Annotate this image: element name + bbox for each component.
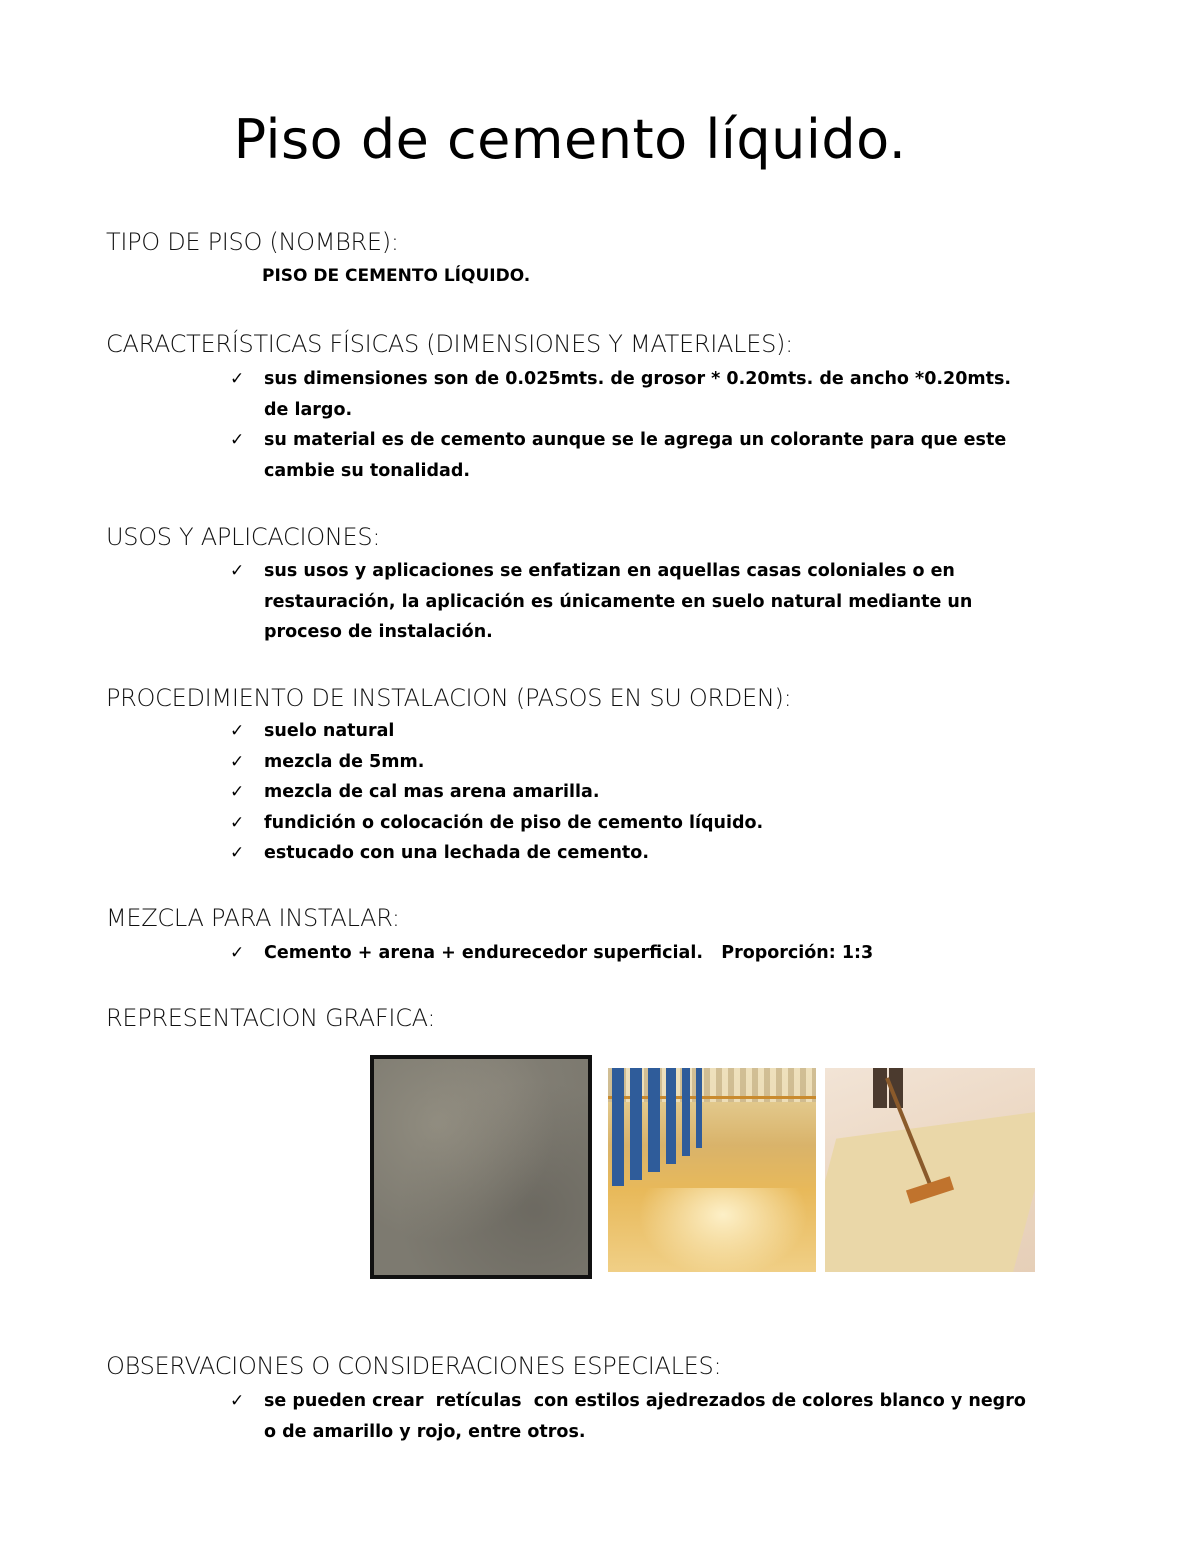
cement-texture-image bbox=[370, 1055, 592, 1279]
list-item-text: sus usos y aplicaciones se enfatizan en aquellas casas coloniales o en restauración, la aplicación es únicamente en suelo natural mediante un proceso de instalación. bbox=[264, 561, 973, 642]
list-item bbox=[230, 747, 1050, 778]
list-item bbox=[230, 364, 1040, 425]
checkmark-icon: ✓ bbox=[230, 751, 245, 772]
list-item-text: fundición o colocación de piso de cemento líquido. bbox=[264, 812, 764, 833]
page-title: Piso de cemento líquido. bbox=[233, 108, 907, 171]
list-item bbox=[230, 556, 1030, 648]
section-heading-observaciones: OBSERVACIONES O CONSIDERACIONES ESPECIALES: bbox=[106, 1352, 722, 1380]
checkmark-icon: ✓ bbox=[230, 430, 245, 450]
list-item-text: Cemento + arena + endurecedor superficial. Proporción: 1:3 bbox=[264, 943, 874, 963]
section-heading-mezcla: MEZCLA PARA INSTALAR: bbox=[106, 904, 400, 932]
checkmark-icon: ✓ bbox=[230, 369, 245, 389]
section-heading-tipo: TIPO DE PISO (NOMBRE): bbox=[106, 228, 399, 256]
list-item-text: su material es de cemento aunque se le agrega un colorante para que este cambie su tonalidad. bbox=[264, 430, 1007, 481]
mezcla-list bbox=[230, 938, 1050, 969]
list-item bbox=[230, 716, 1050, 747]
list-item-text: sus dimensiones son de 0.025mts. de grosor * 0.20mts. de ancho *0.20mts. de largo. bbox=[264, 369, 1012, 420]
checkmark-icon: ✓ bbox=[230, 1391, 245, 1411]
section-heading-caracteristicas: CARACTERÍSTICAS FÍSICAS (DIMENSIONES Y MATERIALES): bbox=[106, 330, 793, 358]
observaciones-list bbox=[230, 1386, 1030, 1447]
broom-finishing-image bbox=[825, 1068, 1035, 1272]
checkmark-icon: ✓ bbox=[230, 843, 245, 863]
list-item bbox=[230, 1386, 1030, 1447]
usos-list bbox=[230, 556, 1030, 648]
checkmark-icon: ✓ bbox=[230, 561, 245, 581]
section-heading-representacion: REPRESENTACION GRAFICA: bbox=[106, 1004, 436, 1032]
procedimiento-list bbox=[230, 716, 1050, 869]
caracteristicas-list bbox=[230, 364, 1040, 486]
checkmark-icon: ✓ bbox=[230, 812, 245, 833]
checkmark-icon: ✓ bbox=[230, 782, 245, 802]
section-heading-usos: USOS Y APLICACIONES: bbox=[106, 523, 381, 551]
list-item-text: mezcla de 5mm. bbox=[264, 751, 425, 772]
list-item bbox=[230, 938, 1050, 969]
floor-image-gallery bbox=[370, 1055, 1040, 1280]
list-item-text: estucado con una lechada de cemento. bbox=[264, 843, 649, 863]
list-item bbox=[230, 777, 1050, 808]
list-item-text: suelo natural bbox=[264, 721, 395, 741]
tipo-value: PISO DE CEMENTO LÍQUIDO. bbox=[262, 266, 531, 286]
list-item bbox=[230, 838, 1050, 869]
list-item bbox=[230, 425, 1040, 486]
list-item-text: se pueden crear retículas con estilos ajedrezados de colores blanco y negro o de amarillo y rojo, entre otros. bbox=[264, 1391, 1032, 1442]
list-item bbox=[230, 808, 1050, 839]
checkmark-icon: ✓ bbox=[230, 721, 245, 741]
checkmark-icon: ✓ bbox=[230, 943, 245, 963]
warehouse-floor-image bbox=[608, 1068, 816, 1272]
section-heading-procedimiento: PROCEDIMIENTO DE INSTALACION (PASOS EN SU ORDEN): bbox=[106, 684, 792, 712]
list-item-text: mezcla de cal mas arena amarilla. bbox=[264, 782, 600, 802]
